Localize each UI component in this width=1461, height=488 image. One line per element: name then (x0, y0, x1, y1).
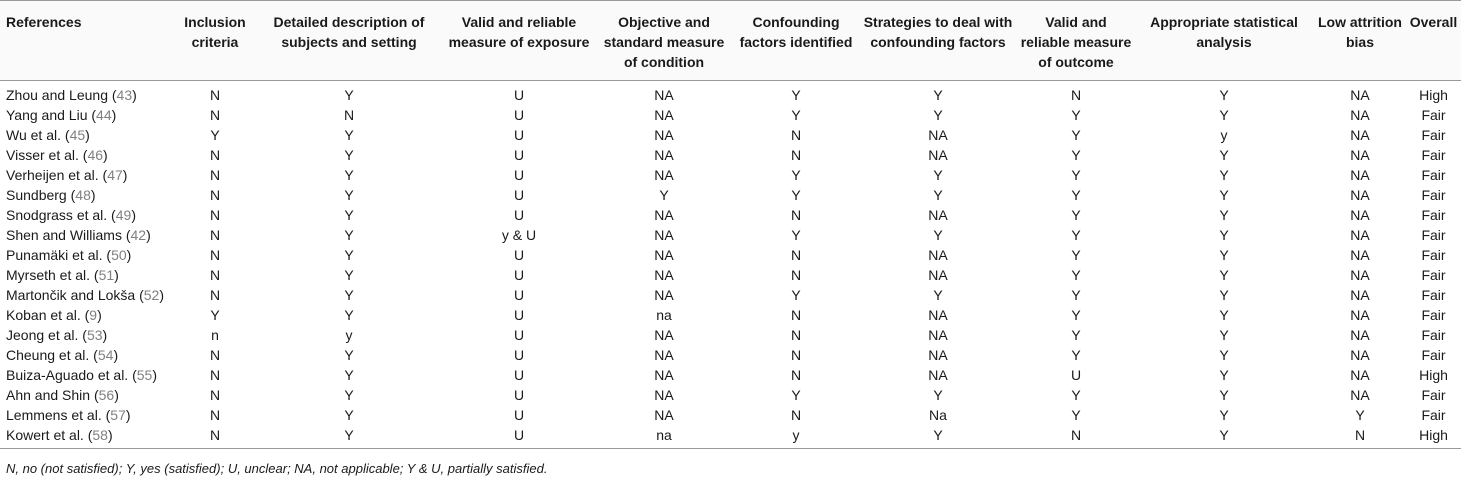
table-cell: Y (791, 287, 801, 303)
table-cell: y (1220, 127, 1228, 143)
table-cell: High (1419, 87, 1448, 103)
table-cell: Y (1071, 187, 1081, 203)
table-cell: Y (933, 187, 943, 203)
table-cell: NA (928, 127, 948, 143)
table-cell: Y (791, 107, 801, 123)
citation-link[interactable]: 51 (98, 267, 115, 283)
table-cell: U (513, 247, 525, 263)
reference-cell: Wu et al. (45) (6, 127, 90, 143)
column-header: Strategies to deal with confounding factors (858, 1, 1018, 81)
table-cell: Y (858, 425, 1018, 449)
reference-cell: Myrseth et al. (51) (6, 267, 119, 283)
table-cell: n (211, 327, 219, 343)
table-cell: N (790, 407, 802, 423)
reference-cell: Snodgrass et al. (49) (6, 207, 136, 223)
table-cell: Y (344, 87, 354, 103)
table-cell: N (209, 267, 221, 283)
reference-cell: Kowert et al. (58) (0, 425, 176, 449)
table-cell: Y (1219, 207, 1229, 223)
table-cell: y & U (501, 227, 537, 243)
table-row (0, 125, 1461, 145)
table-cell: Fair (1421, 307, 1446, 323)
citation-link[interactable]: 50 (111, 247, 127, 263)
table-cell: Y (1071, 347, 1081, 363)
citation-link[interactable]: 48 (75, 187, 91, 203)
table-cell: Y (1071, 387, 1081, 403)
table-cell: Y (933, 107, 943, 123)
table-row (0, 365, 1461, 385)
reference-cell: Zhou and Leung (43) (6, 87, 137, 103)
citation-link[interactable]: 43 (116, 87, 133, 103)
reference-name: Koban et al. (6, 307, 81, 323)
reference-name: Wu et al. (6, 127, 61, 143)
table-cell: Na (929, 407, 947, 423)
table-cell: Y (933, 227, 943, 243)
table-cell: Y (1219, 147, 1229, 163)
table-cell: U (513, 387, 525, 403)
table-cell: NA (928, 267, 948, 283)
table-cell: N (209, 347, 221, 363)
table-cell: NA (1350, 347, 1370, 363)
citation-link[interactable]: 56 (98, 387, 115, 403)
column-header: Objective and standard measure of condition (594, 1, 734, 81)
reference-cell: Ahn and Shin (56) (6, 387, 119, 403)
table-cell: NA (1350, 127, 1370, 143)
citation-link[interactable]: 42 (130, 227, 147, 243)
table-row (0, 325, 1461, 345)
table-cell: Y (210, 307, 220, 323)
table-cell: N (790, 147, 802, 163)
table-cell: NA (654, 267, 674, 283)
table-cell: Y (1219, 407, 1229, 423)
table-cell: N (1314, 425, 1406, 449)
table-cell: Y (1071, 307, 1081, 323)
table-cell: NA (928, 207, 948, 223)
reference-name: Ahn and Shin (6, 387, 91, 403)
citation-link[interactable]: 46 (87, 147, 104, 163)
reference-name: Yang and Liu (6, 107, 88, 123)
table-cell: NA (654, 407, 674, 423)
table-cell: Fair (1421, 207, 1446, 223)
table-cell: Y (1134, 425, 1314, 449)
table-cell: Y (1219, 247, 1229, 263)
table-cell: N (790, 127, 802, 143)
table-cell: Y (344, 267, 354, 283)
reference-name: Shen and Williams (6, 227, 122, 243)
table-cell: Fair (1421, 227, 1446, 243)
reference-name: Snodgrass et al. (6, 207, 108, 223)
table-cell: U (513, 147, 525, 163)
table-cell: U (513, 187, 525, 203)
table-cell: U (513, 287, 525, 303)
column-header: Confounding factors identified (734, 1, 858, 81)
table-cell: Y (659, 187, 669, 203)
table-cell: Fair (1421, 247, 1446, 263)
table-cell: Fair (1421, 187, 1446, 203)
table-cell: NA (654, 107, 674, 123)
table-footnote: N, no (not satisfied); Y, yes (satisfied); U, unclear; NA, not applicable; Y & U, partially satisfied. (6, 461, 548, 476)
reference-cell: Lemmens et al. (57) (6, 407, 131, 423)
table-cell: Y (1071, 207, 1081, 223)
table-cell: NA (1350, 187, 1370, 203)
table-cell: Y (344, 407, 354, 423)
column-header: Overall (1406, 1, 1461, 81)
table-cell: N (790, 207, 802, 223)
table-cell: NA (928, 147, 948, 163)
table-cell: N (209, 247, 221, 263)
table-cell: NA (1350, 227, 1370, 243)
table-cell: NA (928, 307, 948, 323)
table-cell: NA (654, 287, 674, 303)
table-row (0, 185, 1461, 205)
column-header: Valid and reliable measure of outcome (1018, 1, 1134, 81)
citation-link[interactable]: 49 (115, 207, 132, 223)
column-header: Inclusion criteria (176, 1, 254, 81)
table-cell: Y (791, 387, 801, 403)
table-cell: Fair (1421, 127, 1446, 143)
table-cell: U (513, 307, 525, 323)
table-cell: Y (1219, 87, 1229, 103)
table-cell: U (513, 107, 525, 123)
table-cell: na (656, 307, 672, 323)
citation-link[interactable]: 54 (97, 347, 114, 363)
citation-link[interactable]: 47 (107, 167, 123, 183)
table-cell: N (790, 327, 802, 343)
table-cell: Fair (1421, 107, 1446, 123)
table-cell: Fair (1421, 287, 1446, 303)
table-cell: NA (654, 347, 674, 363)
table-row (0, 425, 1461, 449)
table-cell: N (790, 347, 802, 363)
reference-name: Visser et al. (6, 147, 79, 163)
table-cell: N (343, 107, 355, 123)
reference-cell: Yang and Liu (44) (6, 107, 117, 123)
table-row (0, 265, 1461, 285)
table-row (0, 345, 1461, 365)
table-cell: y (734, 425, 858, 449)
table-cell: Y (344, 207, 354, 223)
table-cell: U (513, 347, 525, 363)
table-cell: NA (1350, 267, 1370, 283)
citation-link[interactable]: 52 (143, 287, 160, 303)
table-cell: N (790, 247, 802, 263)
table-cell: NA (1350, 247, 1370, 263)
table-cell: Y (791, 227, 801, 243)
table-cell: Fair (1421, 147, 1446, 163)
table-cell: NA (1350, 287, 1370, 303)
table-cell: N (790, 267, 802, 283)
table-row (0, 165, 1461, 185)
table-cell: Fair (1421, 407, 1446, 423)
table-cell: Y (791, 87, 801, 103)
table-cell: Y (1219, 267, 1229, 283)
table-cell: NA (654, 87, 674, 103)
table-cell: N (1018, 425, 1134, 449)
reference-cell: Punamäki et al. (50) (6, 247, 132, 263)
table-cell: Y (933, 87, 943, 103)
table-cell: U (513, 167, 525, 183)
table-cell: Y (1219, 387, 1229, 403)
table-cell: NA (928, 327, 948, 343)
table-cell: Y (344, 287, 354, 303)
reference-cell: Visser et al. (46) (6, 147, 108, 163)
table-cell: N (209, 147, 221, 163)
table-row (0, 105, 1461, 125)
citation-link[interactable]: 45 (69, 127, 86, 143)
table-cell: NA (654, 127, 674, 143)
table-cell: NA (928, 367, 948, 383)
table-cell: N (209, 407, 221, 423)
column-header: Detailed description of subjects and setting (254, 1, 444, 81)
table-row (0, 385, 1461, 405)
reference-cell: Sundberg (48) (6, 187, 96, 203)
table-cell: Y (344, 387, 354, 403)
table-cell: High (1419, 367, 1448, 383)
table-row (0, 205, 1461, 225)
table-cell: Y (1071, 247, 1081, 263)
table-cell: Y (1071, 147, 1081, 163)
table-cell: N (209, 107, 221, 123)
table-cell: Y (344, 307, 354, 323)
table-cell: Y (1355, 407, 1365, 423)
table-cell: Y (210, 127, 220, 143)
citation-link[interactable]: 58 (92, 427, 108, 443)
table-row (0, 81, 1461, 106)
table-cell: Y (1219, 367, 1229, 383)
reference-cell: Koban et al. (9) (6, 307, 102, 323)
reference-name: Martončik and Lokša (6, 287, 136, 303)
table-cell: Y (1071, 167, 1081, 183)
table-cell: N (209, 187, 221, 203)
table-cell: U (513, 127, 525, 143)
table-cell: N (1070, 87, 1082, 103)
table-cell: N (790, 307, 802, 323)
column-header: Low attrition bias (1314, 1, 1406, 81)
table-cell: y (345, 327, 353, 343)
table-cell: Y (791, 187, 801, 203)
table-cell: NA (1350, 207, 1370, 223)
table-cell: Y (344, 147, 354, 163)
table-cell: Y (344, 347, 354, 363)
table-cell: Y (1071, 407, 1081, 423)
table-cell: N (209, 167, 221, 183)
table-cell: Y (1071, 227, 1081, 243)
table-cell: Y (933, 387, 943, 403)
table-cell: Y (1071, 127, 1081, 143)
table-cell: NA (654, 207, 674, 223)
citation-link[interactable]: 9 (89, 307, 98, 323)
table-cell: Y (344, 367, 354, 383)
table-row (0, 225, 1461, 245)
reference-name: Kowert et al. (6, 427, 84, 443)
reference-cell: Cheung et al. (54) (6, 347, 119, 363)
reference-name: Verheijen et al. (6, 167, 99, 183)
header-row (0, 1, 1461, 81)
table-cell: NA (1350, 367, 1370, 383)
reference-name: Cheung et al. (6, 347, 90, 363)
table-cell: U (513, 407, 525, 423)
table-cell: Fair (1421, 347, 1446, 363)
table-cell: NA (1350, 167, 1370, 183)
table-cell: Y (1219, 347, 1229, 363)
column-header: Appropriate statistical analysis (1134, 1, 1314, 81)
table-cell: NA (654, 167, 674, 183)
table-cell: Y (344, 247, 354, 263)
table-cell: N (209, 227, 221, 243)
table-cell: NA (928, 247, 948, 263)
reference-name: Buiza-Aguado et al. (6, 367, 129, 383)
citation-link[interactable]: 55 (136, 367, 153, 383)
table-body (0, 81, 1461, 449)
table-cell: Y (1219, 287, 1229, 303)
table-cell: Y (344, 187, 354, 203)
table-cell: Y (791, 167, 801, 183)
table-cell: U (513, 367, 525, 383)
column-header: References (0, 1, 176, 81)
table-cell: N (209, 207, 221, 223)
table-cell: U (444, 425, 594, 449)
table-cell: N (209, 87, 221, 103)
table-cell: Y (254, 425, 444, 449)
table-cell: Fair (1421, 327, 1446, 343)
reference-cell: Buiza-Aguado et al. (55) (6, 367, 158, 383)
table-cell: U (513, 267, 525, 283)
reference-name: Myrseth et al. (6, 267, 91, 283)
reference-name: Jeong et al. (6, 327, 79, 343)
table-cell: NA (654, 247, 674, 263)
reference-cell: Jeong et al. (53) (6, 327, 108, 343)
column-header: Valid and reliable measure of exposure (444, 1, 594, 81)
table-cell: High (1406, 425, 1461, 449)
table-cell: NA (1350, 147, 1370, 163)
table-cell: N (790, 367, 802, 383)
table-cell: Y (1219, 167, 1229, 183)
table-cell: Fair (1421, 267, 1446, 283)
table-cell: Y (1071, 287, 1081, 303)
reference-name: Zhou and Leung (6, 87, 108, 103)
table-cell: N (209, 287, 221, 303)
table-cell: NA (654, 387, 674, 403)
table-cell: U (513, 327, 525, 343)
table-cell: NA (1350, 307, 1370, 323)
table-cell: Y (1219, 107, 1229, 123)
table-cell: NA (928, 347, 948, 363)
table-row (0, 285, 1461, 305)
table-cell: Y (1071, 267, 1081, 283)
table-cell: N (176, 425, 254, 449)
table-cell: Y (1219, 307, 1229, 323)
table-cell: U (513, 207, 525, 223)
table-row (0, 305, 1461, 325)
reference-name: Lemmens et al. (6, 407, 102, 423)
reference-cell: Martončik and Lokša (52) (6, 287, 164, 303)
table-cell: Y (1219, 327, 1229, 343)
reference-cell: Verheijen et al. (47) (6, 167, 128, 183)
table-cell: Y (344, 167, 354, 183)
table-cell: U (513, 87, 525, 103)
table-cell: NA (1350, 107, 1370, 123)
citation-link[interactable]: 57 (110, 407, 126, 423)
table-cell: Fair (1421, 387, 1446, 403)
citation-link[interactable]: 53 (86, 327, 103, 343)
table-cell: Y (1071, 327, 1081, 343)
table-cell: Y (1219, 187, 1229, 203)
table-cell: NA (1350, 327, 1370, 343)
reference-cell: Shen and Williams (42) (6, 227, 151, 243)
reference-name: Sundberg (6, 187, 67, 203)
table-cell: NA (654, 367, 674, 383)
table-cell: NA (654, 147, 674, 163)
table-cell: NA (654, 227, 674, 243)
table-cell: Y (933, 167, 943, 183)
table-cell: NA (1350, 87, 1370, 103)
table-cell: Fair (1421, 167, 1446, 183)
table-cell: NA (1350, 387, 1370, 403)
table-cell: NA (654, 327, 674, 343)
table-row (0, 145, 1461, 165)
table-cell: Y (933, 287, 943, 303)
table-row (0, 405, 1461, 425)
table-cell: N (209, 387, 221, 403)
table-row (0, 245, 1461, 265)
table-cell: na (594, 425, 734, 449)
table-cell: Y (344, 127, 354, 143)
table-cell: Y (1071, 107, 1081, 123)
table-cell: Y (344, 227, 354, 243)
table-cell: Y (1219, 227, 1229, 243)
citation-link[interactable]: 44 (96, 107, 112, 123)
reference-name: Punamäki et al. (6, 247, 103, 263)
table-cell: N (209, 367, 221, 383)
table-cell: U (1070, 367, 1082, 383)
